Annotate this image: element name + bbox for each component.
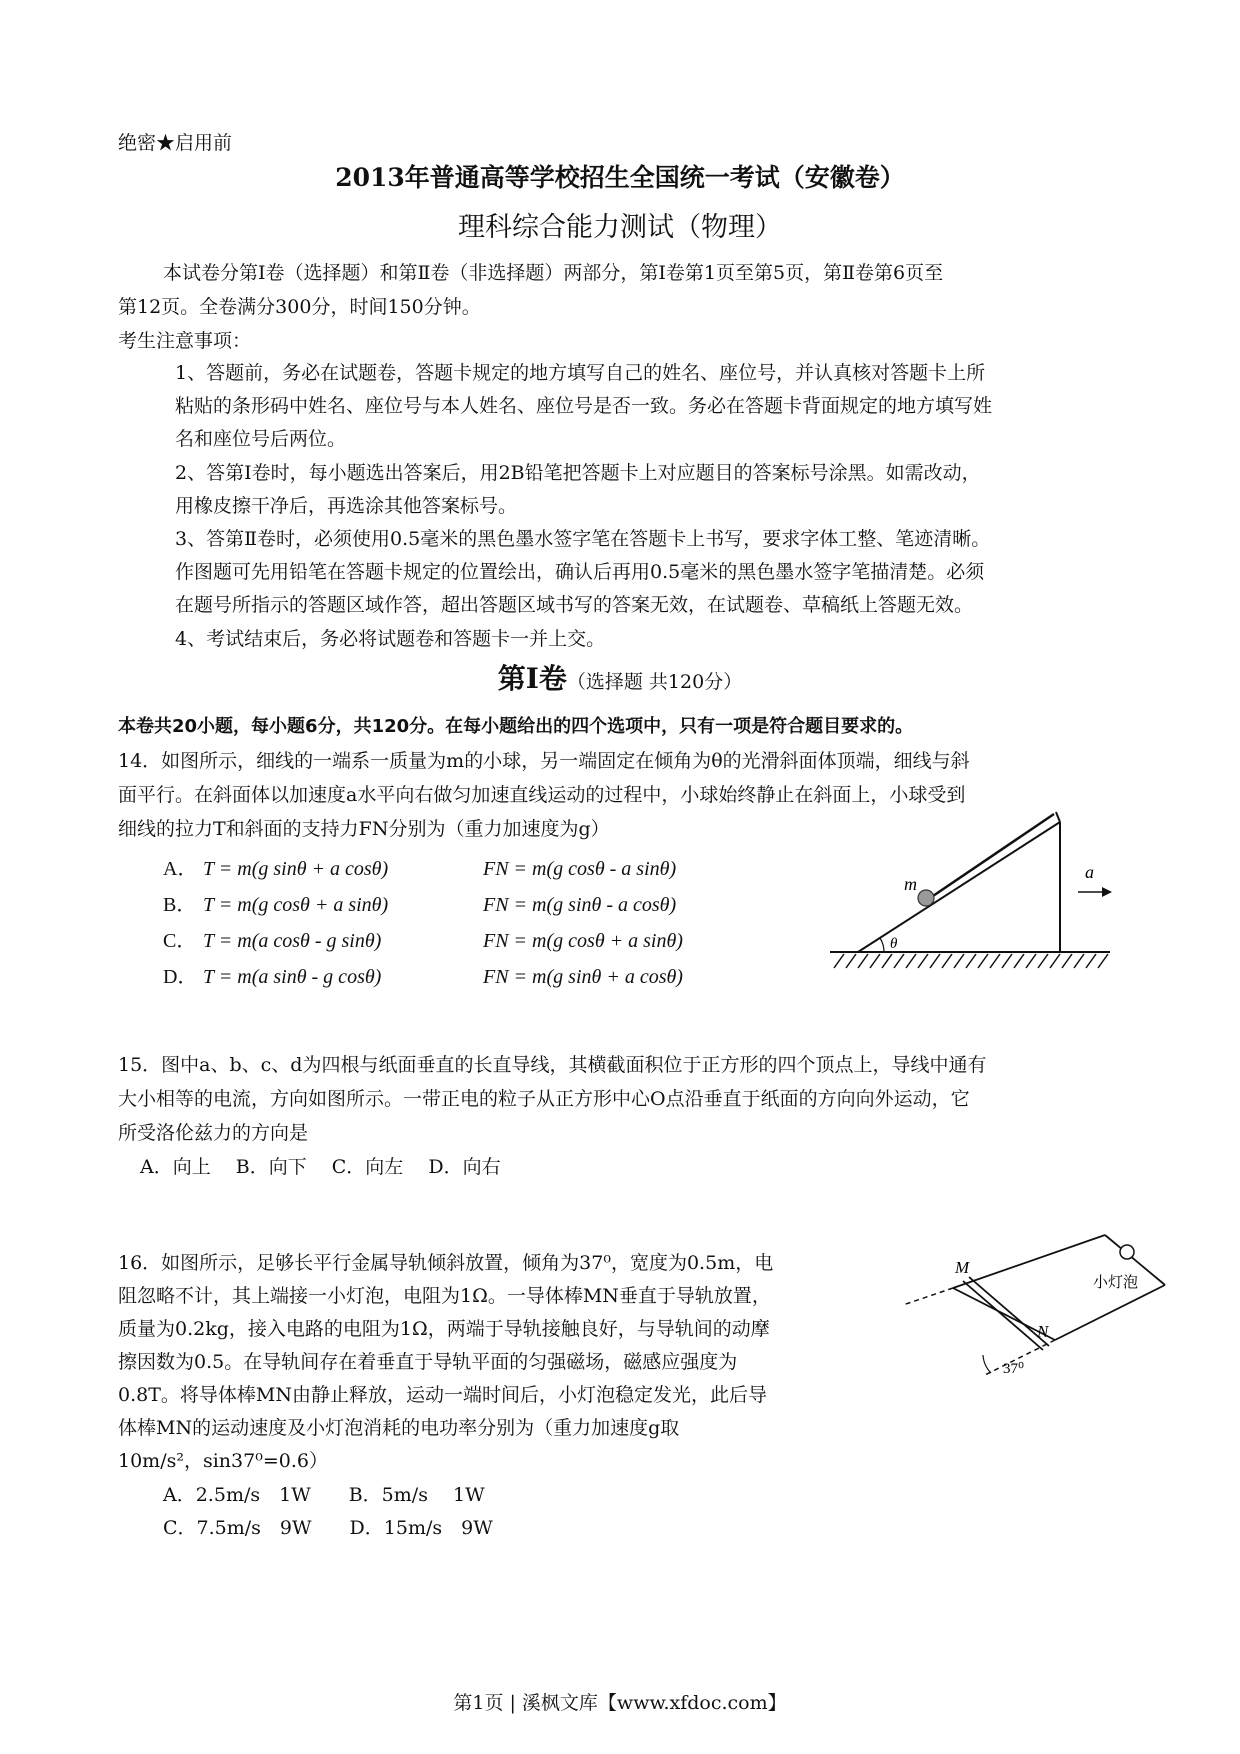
bulb-icon — [1120, 1245, 1134, 1259]
exam-subtitle: 理科综合能力测试（物理） — [458, 212, 782, 243]
q14-option-b-tension: T = m(g cosθ + a sinθ) — [203, 894, 389, 916]
q14-option-a-normal: FN = m(g cosθ - a sinθ) — [483, 858, 677, 880]
q14-option-b-label: B． — [163, 894, 197, 916]
string-line — [930, 814, 1054, 898]
section-title-sub: （选择题 共120分） — [566, 671, 743, 693]
confidential-mark: 绝密★启用前 — [118, 132, 233, 154]
q14-option-d-normal: FN = m(g sinθ + a cosθ) — [483, 966, 683, 988]
section-title — [0, 657, 1240, 697]
q14-option-a — [163, 852, 676, 881]
label-m: M — [955, 1258, 970, 1277]
q16-options-row-1: A．2.5m/s 1W B．5m/s 1W — [163, 1484, 485, 1506]
q16-line-2: 阻忽略不计，其上端接一小灯泡，电阻为1Ω。一导体棒MN垂直于导轨放置， — [118, 1285, 771, 1307]
intro-line-2: 第12页。全卷满分300分，时间150分钟。 — [118, 296, 481, 318]
ground-hatching — [830, 952, 1110, 968]
notice-item-4: 4、考试结束后，务必将试题卷和答题卡一并上交。 — [175, 628, 606, 650]
accel-label: a — [1085, 862, 1094, 882]
q16-line-1: 16．如图所示，足够长平行金属导轨倾斜放置，倾角为37⁰，宽度为0.5m，电 — [118, 1252, 774, 1274]
q15-line-1: 15．图中a、b、c、d为四根与纸面垂直的长直导线，其横截面积位于正方形的四个顶点上，导线中通有 — [118, 1054, 987, 1076]
notice-item-1-line-1: 1、答题前，务必在试题卷，答题卡规定的地方填写自己的姓名、座位号，并认真核对答题卡上所 — [175, 362, 986, 384]
angle-label-37: 37⁰ — [1003, 1361, 1025, 1377]
angle-arc — [880, 938, 884, 952]
mass-label: m — [904, 874, 917, 894]
q14-option-a-tension: T = m(g sinθ + a cosθ) — [203, 858, 389, 880]
notice-item-1-line-2: 粘贴的条形码中姓名、座位号与本人姓名、座位号是否一致。务必在答题卡背面规定的地方填写姓 — [175, 395, 993, 417]
page-footer: 第1页 | 溪枫文库【www.xfdoc.com】 — [453, 1692, 787, 1714]
q14-option-d — [163, 960, 683, 989]
notice-item-1-line-3: 名和座位号后两位。 — [175, 428, 347, 450]
q15-options: A．向上 B．向下 C．向左 D．向右 — [140, 1156, 501, 1178]
q14-line-2: 面平行。在斜面体以加速度a水平向右做匀加速直线运动的过程中，小球始终静止在斜面上，小球受到 — [118, 784, 966, 806]
exam-title: 2013年普通高等学校招生全国统一考试（安徽卷） — [335, 163, 905, 192]
q14-option-d-label: D． — [163, 966, 198, 988]
notice-item-3-line-1: 3、答第Ⅱ卷时，必须使用0.5毫米的黑色墨水签字笔在答题卡上书写，要求字体工整、笔迹清晰。 — [175, 528, 991, 550]
q14-option-b — [163, 888, 676, 917]
q15-line-3: 所受洛伦兹力的方向是 — [118, 1122, 309, 1144]
q16-line-5: 0.8T。将导体棒MN由静止释放，运动一端时间后，小灯泡稳定发光，此后导 — [118, 1384, 767, 1406]
label-n: N — [1037, 1322, 1049, 1341]
angle-arc-37 — [983, 1355, 991, 1373]
bulb-label: 小灯泡 — [1093, 1275, 1139, 1291]
notice-item-2-line-1: 2、答第Ⅰ卷时，每小题选出答案后，用2B铅笔把答题卡上对应题目的答案标号涂黑。如需改动， — [175, 462, 981, 484]
notice-item-3-line-3: 在题号所指示的答题区域作答，超出答题区域书写的答案无效，在试题卷、草稿纸上答题无效。 — [175, 594, 974, 616]
q16-line-6: 体棒MN的运动速度及小灯泡消耗的电功率分别为（重力加速度g取 — [118, 1417, 680, 1439]
q14-option-c-label: C． — [163, 930, 197, 952]
q14-option-d-tension: T = m(a sinθ - g cosθ) — [203, 966, 382, 988]
angle-label: θ — [890, 936, 898, 952]
accel-arrow — [1078, 887, 1112, 897]
notice-item-3-line-2: 作图题可先用铅笔在答题卡规定的位置绘出，确认后再用0.5毫米的黑色墨水签字笔描清楚。必须 — [175, 561, 985, 583]
q14-option-b-normal: FN = m(g sinθ - a cosθ) — [483, 894, 677, 916]
intro-line-1: 本试卷分第Ⅰ卷（选择题）和第Ⅱ卷（非选择题）两部分，第Ⅰ卷第1页至第5页，第Ⅱ卷第6页至 — [163, 262, 944, 284]
section-instruction: 本卷共20小题，每小题6分，共120分。在每小题给出的四个选项中，只有一项是符合题目要求的。 — [118, 716, 914, 737]
q16-options-row-2: C．7.5m/s 9W D．15m/s 9W — [163, 1517, 493, 1539]
q16-line-4: 擦因数为0.5。在导轨间存在着垂直于导轨平面的匀强磁场，磁感应强度为 — [118, 1351, 738, 1373]
incline-body — [858, 812, 1060, 952]
section-title-main: 第Ⅰ卷 — [497, 662, 567, 695]
ball — [918, 890, 934, 906]
q14-option-c-tension: T = m(a cosθ - g sinθ) — [203, 930, 382, 952]
notice-item-2-line-2: 用橡皮擦干净后，再选涂其他答案标号。 — [175, 495, 518, 517]
q14-line-3: 细线的拉力T和斜面的支持力FN分别为（重力加速度为g） — [118, 818, 610, 840]
q14-option-c — [163, 924, 683, 953]
q16-line-3: 质量为0.2kg，接入电路的电阻为1Ω，两端于导轨接触良好，与导轨间的动摩 — [118, 1318, 770, 1340]
q14-incline-figure — [820, 810, 1120, 980]
q14-line-1: 14．如图所示，细线的一端系一质量为m的小球，另一端固定在倾角为θ的光滑斜面体顶端，细线与斜 — [118, 750, 970, 772]
q15-line-2: 大小相等的电流，方向如图所示。一带正电的粒子从正方形中心O点沿垂直于纸面的方向向外运动，它 — [118, 1088, 970, 1110]
q16-line-7: 10m/s²，sin37⁰=0.6） — [118, 1450, 328, 1472]
notice-heading: 考生注意事项： — [118, 330, 252, 352]
q14-option-a-label: A． — [163, 858, 198, 880]
q14-option-c-normal: FN = m(g cosθ + a sinθ) — [483, 930, 683, 952]
q16-rail-figure — [895, 1225, 1185, 1425]
